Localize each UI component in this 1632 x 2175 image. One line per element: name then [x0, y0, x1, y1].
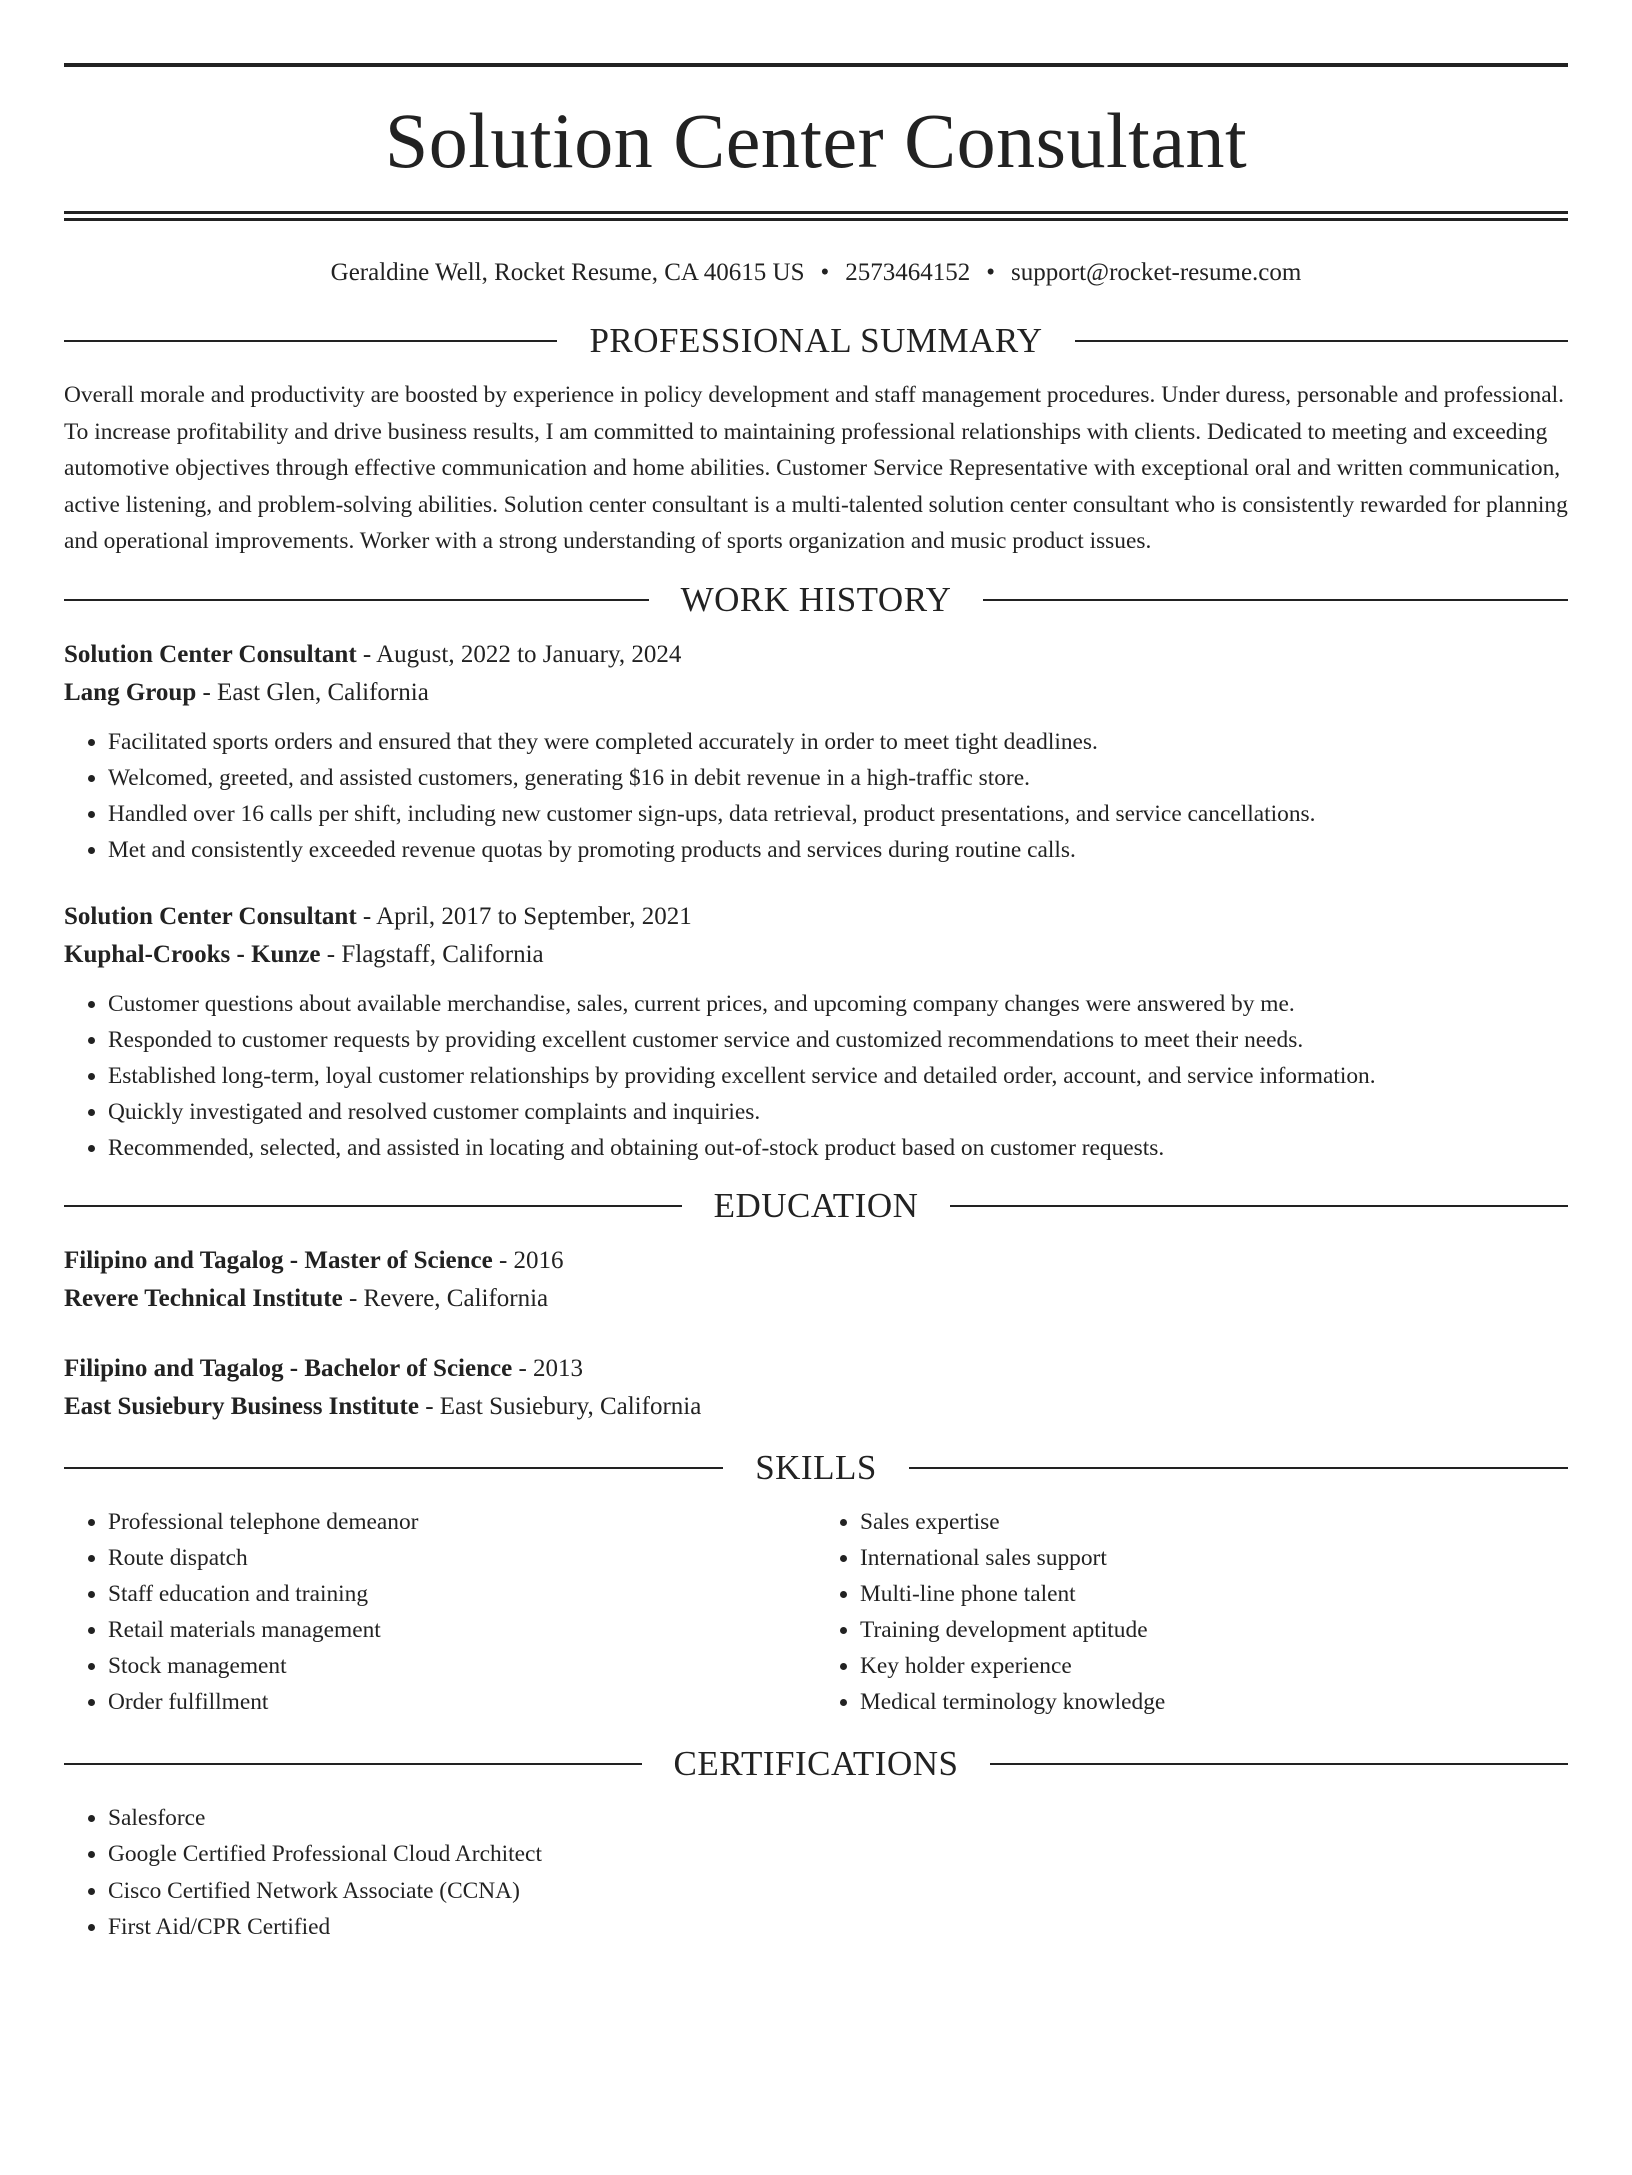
contact-email: support@rocket-resume.com	[1011, 259, 1302, 286]
heading-rule-right	[950, 1205, 1568, 1207]
education-entry	[64, 1242, 1568, 1318]
list-item: • Medical terminology knowledge	[860, 1684, 1568, 1720]
section-heading-work-history	[64, 580, 1568, 620]
heading-rule-left	[64, 1763, 642, 1765]
heading-rule-right	[990, 1763, 1568, 1765]
heading-rule-left	[64, 1467, 723, 1469]
education-location: - Revere, California	[342, 1284, 549, 1312]
education-school: Revere Technical Institute	[64, 1284, 343, 1312]
list-item: • Responded to customer requests by providing excellent customer service and customized recommendations to meet their needs.	[108, 1022, 1568, 1058]
list-item: • Cisco Certified Network Associate (CCNA)	[108, 1873, 1568, 1910]
job-company: Lang Group	[64, 678, 197, 706]
heading-rule-right	[909, 1467, 1568, 1469]
list-item: • Staff education and training	[108, 1576, 816, 1612]
education-entry	[64, 1350, 1568, 1426]
list-item: • Google Certified Professional Cloud Architect	[108, 1836, 1568, 1873]
education-degree-line	[64, 1242, 1568, 1280]
job-title: Solution Center Consultant	[64, 902, 357, 930]
education-school-line	[64, 1280, 1568, 1318]
skills-list-left	[64, 1504, 816, 1720]
list-item: • Training development aptitude	[860, 1612, 1568, 1648]
list-item: • International sales support	[860, 1540, 1568, 1576]
list-item: • First Aid/CPR Certified	[108, 1909, 1568, 1946]
education-location: - East Susiebury, California	[418, 1392, 702, 1420]
section-title: PROFESSIONAL SUMMARY	[589, 321, 1043, 360]
job-title-line	[64, 898, 1568, 936]
heading-rule-left	[64, 340, 557, 342]
list-item: • Handled over 16 calls per shift, including new customer sign-ups, data retrieval, product presentations, and service cancellations.	[108, 796, 1568, 832]
job-bullets	[64, 724, 1568, 868]
heading-rule-left	[64, 599, 649, 601]
job-bullets	[64, 986, 1568, 1166]
top-rule	[64, 63, 1568, 67]
list-item: • Multi-line phone talent	[860, 1576, 1568, 1612]
certifications-list	[64, 1800, 1568, 1946]
list-item: • Stock management	[108, 1648, 816, 1684]
section-heading-summary	[64, 321, 1568, 361]
list-item: • Customer questions about available merchandise, sales, current prices, and upcoming company changes were answered by me.	[108, 986, 1568, 1022]
skills-columns	[64, 1504, 1568, 1720]
resume-page	[0, 63, 1632, 2175]
education-degree: Filipino and Tagalog - Bachelor of Science	[64, 1354, 513, 1382]
job-entry	[64, 898, 1568, 1166]
section-title: WORK HISTORY	[680, 579, 952, 619]
contact-line	[64, 257, 1568, 289]
list-item: • Key holder experience	[860, 1648, 1568, 1684]
list-item: • Quickly investigated and resolved customer complaints and inquiries.	[108, 1094, 1568, 1130]
list-item: • Welcomed, greeted, and assisted customers, generating $16 in debit revenue in a high-traffic store.	[108, 760, 1568, 796]
job-entry	[64, 636, 1568, 868]
education-year: - 2013	[512, 1354, 584, 1382]
job-company-line	[64, 674, 1568, 712]
list-item: • Facilitated sports orders and ensured that they were completed accurately in order to meet tight deadlines.	[108, 724, 1568, 760]
list-item: • Route dispatch	[108, 1540, 816, 1576]
job-dates: - April, 2017 to September, 2021	[356, 902, 692, 930]
job-location: - East Glen, California	[196, 678, 429, 706]
summary-text: Overall morale and productivity are boosted by experience in policy development and staff management procedures. Under duress, personable and professional. To increase profitability and drive business results, I am committed to maintaining professional relationships with clients. Dedicated to meeting and exceeding automotive objectives through effective communication and home abilities. Customer Service Representative with exceptional oral and written communication, active listening, and problem-solving abilities. Solution center consultant is a multi-talented solution center consultant who is consistently rewarded for planning and operational improvements. Worker with a strong understanding of sports organization and music product issues.	[64, 382, 1568, 554]
list-item: • Recommended, selected, and assisted in locating and obtaining out-of-stock product based on customer requests.	[108, 1130, 1568, 1166]
education-school: East Susiebury Business Institute	[64, 1392, 419, 1420]
contact-address: Geraldine Well, Rocket Resume, CA 40615 US	[330, 259, 805, 286]
job-company: Kuphal-Crooks - Kunze	[64, 940, 321, 968]
section-heading-education	[64, 1186, 1568, 1226]
job-location: - Flagstaff, California	[320, 940, 544, 968]
job-title-line	[64, 636, 1568, 674]
section-title: EDUCATION	[713, 1185, 919, 1225]
list-item: • Salesforce	[108, 1800, 1568, 1837]
education-school-line	[64, 1388, 1568, 1426]
list-item: • Met and consistently exceeded revenue quotas by promoting products and services during routine calls.	[108, 832, 1568, 868]
education-degree: Filipino and Tagalog - Master of Science	[64, 1246, 493, 1274]
contact-phone: 2573464152	[845, 259, 971, 286]
section-title: CERTIFICATIONS	[673, 1743, 959, 1783]
job-title: Solution Center Consultant	[64, 640, 357, 668]
heading-rule-right	[983, 599, 1568, 601]
page-title: Solution Center Consultant	[384, 97, 1248, 184]
list-item: • Order fulfillment	[108, 1684, 816, 1720]
education-year: - 2016	[492, 1246, 564, 1274]
section-heading-skills	[64, 1448, 1568, 1488]
list-item: • Professional telephone demeanor	[108, 1504, 816, 1540]
job-company-line	[64, 936, 1568, 974]
heading-rule-left	[64, 1205, 682, 1207]
section-title: SKILLS	[755, 1447, 877, 1487]
education-degree-line	[64, 1350, 1568, 1388]
list-item: • Retail materials management	[108, 1612, 816, 1648]
job-dates: - August, 2022 to January, 2024	[356, 640, 682, 668]
title-double-rule	[64, 211, 1568, 221]
list-item: • Sales expertise	[860, 1504, 1568, 1540]
contact-separator: •	[820, 259, 830, 286]
heading-rule-right	[1075, 340, 1568, 342]
list-item: • Established long-term, loyal customer relationships by providing excellent service and detailed order, account, and service information.	[108, 1058, 1568, 1094]
section-heading-certifications	[64, 1744, 1568, 1784]
contact-separator: •	[986, 259, 996, 286]
skills-list-right	[816, 1504, 1568, 1720]
